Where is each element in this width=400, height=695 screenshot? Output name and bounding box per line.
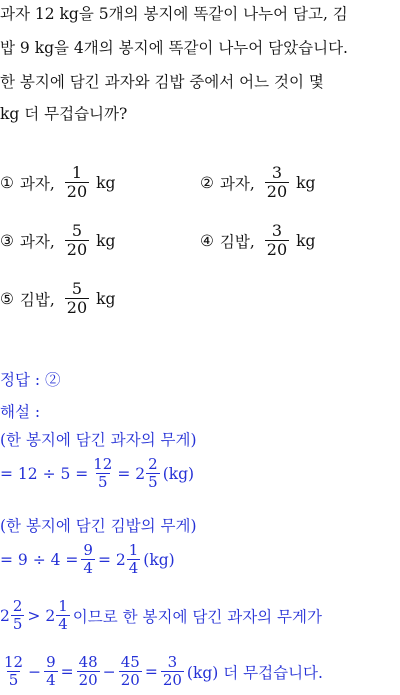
option-5[interactable] [0,280,115,318]
option-3-numerator: 5 [71,221,83,240]
final-fraction-4 [119,654,142,690]
question-line-4: kg 더 무겁습니까? [0,105,128,123]
snack-fraction-2-numerator: 2 [148,455,158,473]
option-3-number: ③ [0,231,14,250]
question-line-1: 과자 12 kg을 5개의 봉지에 똑같이 나누어 담고, 김 [0,5,348,23]
final-minus-2: − [102,662,116,681]
option-4-number: ④ [200,231,214,250]
answer-label: 정답 : ② [0,371,61,389]
comparison-text: 이므로 한 봉지에 담긴 과자의 무게가 [72,607,322,626]
option-1-unit: kg [96,173,116,192]
final-fraction-5 [161,654,184,690]
gimbap-eq-mixed-whole: = 2 [97,550,126,569]
option-4-fraction [265,222,289,260]
option-1[interactable] [0,164,115,202]
option-3[interactable] [0,222,115,260]
question-line-2: 밥 9 kg을 4개의 봉지에 똑같이 나누어 담았습니다. [0,39,348,57]
option-1-label: 과자, [19,174,55,193]
option-5-numerator: 5 [71,279,83,298]
gimbap-weight-header: (한 봉지에 담긴 김밥의 무게) [0,517,197,535]
snack-eq-start: = 12 ÷ 5 = [0,464,89,483]
comparison-whole-2: > 2 [27,606,56,625]
option-4-label: 김밥, [219,232,255,251]
comparison-fraction-2-numerator: 1 [58,597,68,615]
final-fraction-4-numerator: 45 [120,653,140,671]
final-fraction-1-denominator: 5 [8,671,19,690]
comparison-fraction-1-denominator: 5 [12,615,23,634]
option-4-numerator: 3 [271,221,283,240]
final-fraction-1 [2,654,25,690]
final-fraction-3-numerator: 48 [78,653,98,671]
gimbap-unit: (kg) [143,550,175,569]
explanation-label: 해설 : [0,403,41,421]
option-3-fraction [65,222,89,260]
comparison-fraction-1 [11,598,25,634]
option-1-denominator: 20 [66,182,88,202]
snack-eq-mixed-whole: = 2 [117,464,146,483]
comparison-fraction-1-numerator: 2 [12,597,23,615]
final-fraction-2-numerator: 9 [46,653,56,671]
option-3-denominator: 20 [66,240,88,260]
comparison-fraction-2 [56,598,70,634]
option-4-denominator: 20 [266,240,288,260]
snack-fraction-1 [91,456,114,492]
final-fraction-3 [77,654,100,690]
snack-fraction-1-denominator: 5 [98,473,108,492]
question-line-3: 한 봉지에 담긴 과자와 김밥 중에서 어느 것이 몇 [0,73,324,91]
option-2-denominator: 20 [266,182,288,202]
comparison-fraction-2-denominator: 4 [58,615,68,634]
option-1-fraction [65,164,89,202]
final-fraction-1-numerator: 12 [4,653,24,671]
option-5-unit: kg [96,289,116,308]
gimbap-fraction-1 [81,542,95,578]
final-fraction-4-denominator: 20 [120,671,140,690]
final-minus-1: − [28,662,42,681]
final-conclusion-text: (kg) 더 무겁습니다. [186,663,323,682]
option-2-unit: kg [296,173,316,192]
gimbap-eq-start: = 9 ÷ 4 = [0,550,79,569]
final-fraction-2-denominator: 4 [46,671,56,690]
gimbap-fraction-1-numerator: 9 [83,541,93,559]
snack-weight-equation [0,456,194,492]
gimbap-fraction-2 [127,542,141,578]
option-5-denominator: 20 [66,298,88,318]
snack-fraction-2-denominator: 5 [148,473,158,492]
comparison-whole-1: 2 [0,606,10,625]
option-3-unit: kg [96,231,116,250]
option-2-label: 과자, [219,174,255,193]
snack-unit: (kg) [162,464,195,483]
comparison-line [0,598,322,634]
gimbap-weight-equation [0,542,175,578]
snack-fraction-1-numerator: 12 [93,455,113,473]
final-equals-1: = [60,662,74,681]
option-5-fraction [65,280,89,318]
option-2-numerator: 3 [271,163,283,182]
option-2-number: ② [200,173,214,192]
option-1-numerator: 1 [71,163,83,182]
option-1-number: ① [0,173,14,192]
gimbap-fraction-1-denominator: 4 [83,559,93,578]
option-2-fraction [265,164,289,202]
final-difference-line [0,654,323,690]
option-4[interactable] [200,222,315,260]
gimbap-fraction-2-denominator: 4 [128,559,139,578]
option-5-number: ⑤ [0,289,14,308]
final-fraction-2 [44,654,58,690]
final-fraction-5-numerator: 3 [167,653,178,671]
snack-weight-header: (한 봉지에 담긴 과자의 무게) [0,431,197,449]
gimbap-fraction-2-numerator: 1 [128,541,139,559]
option-2[interactable] [200,164,315,202]
snack-fraction-2 [146,456,160,492]
final-fraction-3-denominator: 20 [78,671,98,690]
option-4-unit: kg [296,231,316,250]
option-5-label: 김밥, [19,290,55,309]
final-equals-2: = [144,662,158,681]
final-fraction-5-denominator: 20 [162,671,182,690]
option-3-label: 과자, [19,232,55,251]
